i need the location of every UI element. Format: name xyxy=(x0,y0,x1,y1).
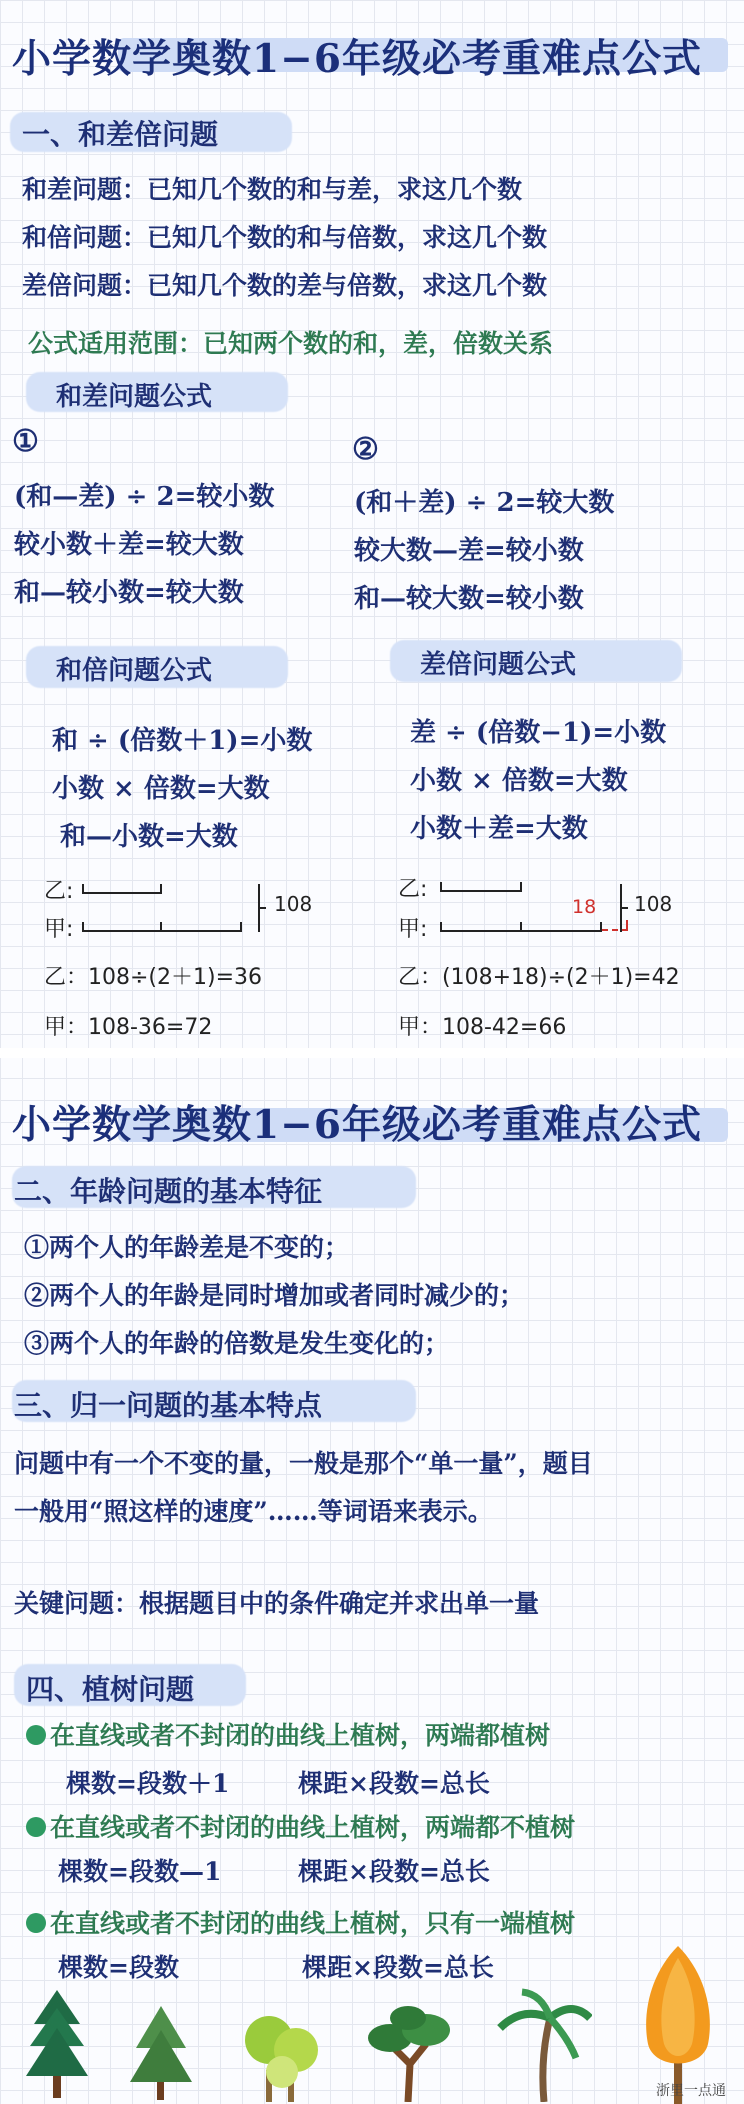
sum-mult-heading: 和倍问题公式 xyxy=(56,656,213,686)
sec1-scope: 公式适用范围：已知两个数的和，差，倍数关系 xyxy=(28,329,554,358)
sum-diff-left-3: 和—较小数=较大数 xyxy=(14,578,244,608)
sum-diff-marker-2: ② xyxy=(352,432,379,467)
sum-diff-right-3: 和—较大数=较小数 xyxy=(354,584,584,614)
sec4-heading: 四、植树问题 xyxy=(26,1673,195,1706)
tree-case-3: 在直线或者不封闭的曲线上植树，只有一端植树 xyxy=(26,1904,575,1940)
sec1-line-3: 差倍问题：已知几个数的差与倍数，求这几个数 xyxy=(22,271,548,300)
sum-mult-calc-1: 乙：108÷(2＋1)=36 xyxy=(44,965,263,990)
sec3-para-1: 问题中有一个不变的量，一般是那个“单一量”，题目 xyxy=(14,1449,593,1478)
sum-mult-line-3: 和—小数=大数 xyxy=(60,822,238,852)
tree-case-3-formula-1: 棵数=段数 xyxy=(58,1953,179,1982)
tree-case-1-formula-1: 棵数=段数＋1 xyxy=(66,1769,230,1798)
sum-mult-total: 108 xyxy=(274,892,313,916)
sec3-para-2: 一般用“照这样的速度”……等词语来表示。 xyxy=(14,1497,493,1526)
sum-mult-line-2: 小数 × 倍数=大数 xyxy=(52,774,270,804)
diff-mult-total: 108 xyxy=(634,892,673,916)
palm-tree-icon xyxy=(492,1988,592,2102)
sum-diff-left-2: 较小数＋差=较大数 xyxy=(14,530,244,560)
diff-mult-label-yi: 乙: xyxy=(398,877,428,902)
sec1-line-1: 和差问题：已知几个数的和与差，求这几个数 xyxy=(22,175,523,204)
diff-mult-calc-1: 乙：(108+18)÷(2＋1)=42 xyxy=(398,965,680,990)
sum-mult-calc-2: 甲：108-36=72 xyxy=(44,1015,213,1040)
sec2-line-1: ①两个人的年龄差是不变的； xyxy=(24,1233,350,1262)
diff-mult-line-1: 差 ÷ (倍数−1)=小数 xyxy=(410,718,667,748)
sec2-line-3: ③两个人的年龄的倍数是发生变化的； xyxy=(24,1329,450,1358)
sum-diff-left-1: (和—差) ÷ 2=较小数 xyxy=(14,482,275,512)
page-title-bottom: 小学数学奥数1−6年级必考重难点公式 xyxy=(12,1102,702,1148)
diff-mult-line-3: 小数＋差=大数 xyxy=(410,814,588,844)
diff-mult-label-jia: 甲: xyxy=(398,917,428,942)
diff-mult-line-2: 小数 × 倍数=大数 xyxy=(410,766,628,796)
round-tree-icon xyxy=(236,2010,326,2102)
tree-case-3-formula-2: 棵距×段数=总长 xyxy=(302,1953,494,1982)
bullet-icon xyxy=(26,1725,46,1745)
sum-mult-label-yi: 乙: xyxy=(44,879,74,904)
sum-diff-right-1: (和＋差) ÷ 2=较大数 xyxy=(354,488,615,518)
tree-case-2-formula-2: 棵距×段数=总长 xyxy=(298,1857,490,1886)
tree-case-1-formula-2: 棵距×段数=总长 xyxy=(298,1769,490,1798)
bonsai-tree-icon xyxy=(364,2004,454,2102)
sum-diff-marker-1: ① xyxy=(12,424,39,459)
tree-case-2: 在直线或者不封闭的曲线上植树，两端都不植树 xyxy=(26,1808,575,1844)
bullet-icon xyxy=(26,1913,46,1933)
bullet-icon xyxy=(26,1817,46,1837)
sec3-heading: 三、归一问题的基本特点 xyxy=(14,1389,323,1422)
tree-case-2-formula-1: 棵数=段数—1 xyxy=(58,1857,222,1886)
tree-case-1: 在直线或者不封闭的曲线上植树，两端都植树 xyxy=(26,1716,550,1752)
sec1-heading: 一、和差倍问题 xyxy=(22,118,219,151)
diff-mult-extra: 18 xyxy=(572,896,597,918)
sum-diff-right-2: 较大数—差=较小数 xyxy=(354,536,584,566)
sum-diff-heading: 和差问题公式 xyxy=(56,382,213,412)
sec3-key-question: 关键问题：根据题目中的条件确定并求出单一量 xyxy=(14,1589,540,1618)
pine-tree-icon xyxy=(22,1988,92,2098)
watermark: 浙里一点通 xyxy=(656,2083,726,2099)
diff-mult-heading: 差倍问题公式 xyxy=(420,650,577,680)
sum-mult-label-jia: 甲: xyxy=(44,917,74,942)
diff-mult-calc-2: 甲：108-42=66 xyxy=(398,1015,567,1040)
panel-separator xyxy=(0,1048,744,1058)
page-title-top: 小学数学奥数1−6年级必考重难点公式 xyxy=(12,36,702,82)
sum-mult-line-1: 和 ÷ (倍数＋1)=小数 xyxy=(52,726,313,756)
fir-tree-icon xyxy=(126,2004,196,2100)
sec1-line-2: 和倍问题：已知几个数的和与倍数，求这几个数 xyxy=(22,223,548,252)
sec2-line-2: ②两个人的年龄是同时增加或者同时减少的； xyxy=(24,1281,525,1310)
sec2-heading: 二、年龄问题的基本特征 xyxy=(14,1175,323,1208)
